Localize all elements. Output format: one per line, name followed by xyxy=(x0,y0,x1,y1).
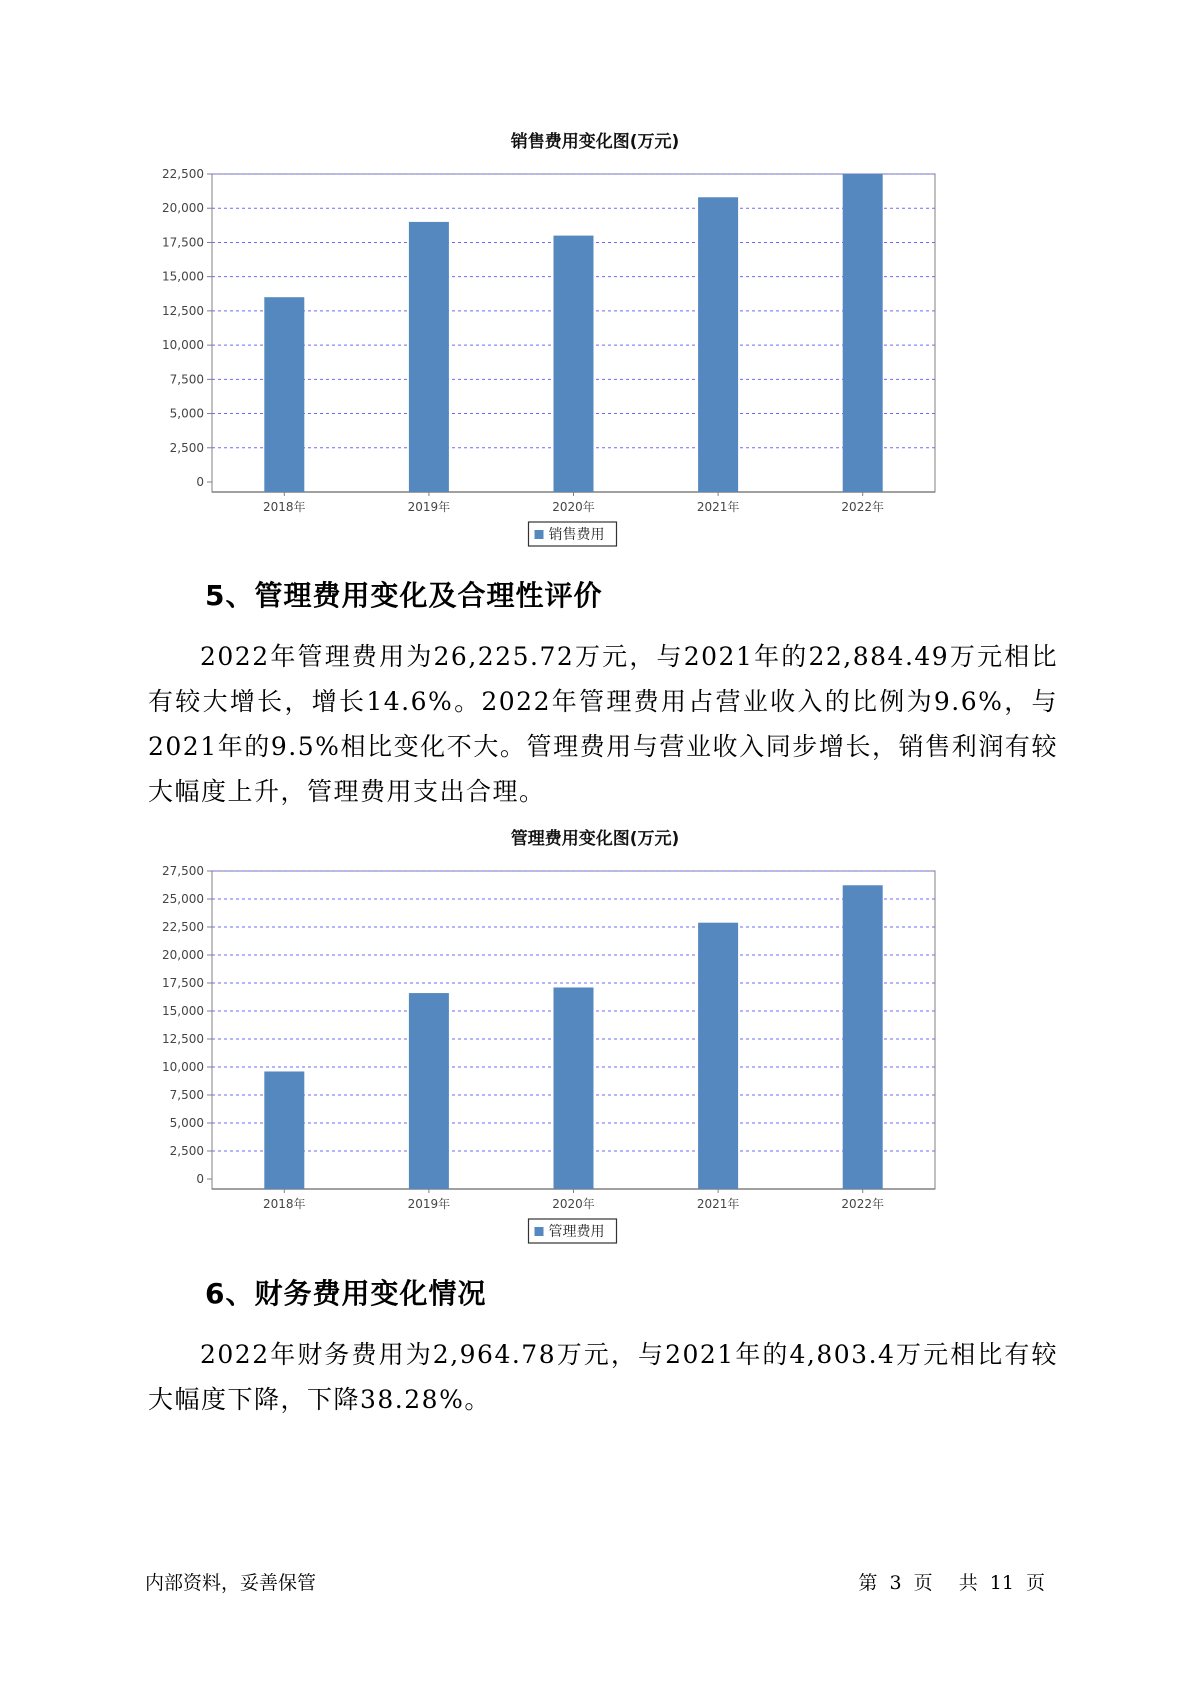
y-tick-label: 15,000 xyxy=(162,269,204,284)
x-tick-label: 2021年 xyxy=(696,1197,740,1211)
footer-confidential: 内部资料，妥善保管 xyxy=(145,1572,317,1594)
section5-paragraph: 2022年管理费用为26,225.72万元，与2021年的22,884.49万元相比有较大增长，增长14.6%。2022年管理费用占营业收入的比例为9.6%，与2021年的9.5%相比变化不大。管理费用与营业收入同步增长，销售利润有较大幅度上升，管理费用支出合理。 xyxy=(148,642,1058,806)
x-tick-label: 2020年 xyxy=(552,1197,595,1211)
legend-swatch xyxy=(535,530,544,539)
x-tick-label: 2020年 xyxy=(552,500,595,514)
bar xyxy=(409,993,449,1189)
page-num: 3 xyxy=(889,1572,902,1594)
page-label: 第 xyxy=(858,1572,878,1594)
y-tick-label: 5,000 xyxy=(169,1116,204,1130)
bar xyxy=(698,197,738,492)
x-tick-label: 2019年 xyxy=(407,500,451,514)
total-num: 11 xyxy=(989,1572,1014,1594)
total-unit: 页 xyxy=(1025,1572,1045,1594)
x-tick-label: 2022年 xyxy=(841,500,884,514)
section5-heading: 5、管理费用变化及合理性评价 xyxy=(205,579,603,612)
bar xyxy=(843,885,883,1189)
y-tick-label: 20,000 xyxy=(162,201,204,216)
bar xyxy=(554,987,594,1189)
y-tick-label: 2,500 xyxy=(169,1144,204,1158)
section6-paragraph: 2022年财务费用为2,964.78万元，与2021年的4,803.4万元相比有较大幅度下降，下降38.28%。 xyxy=(148,1340,1058,1414)
legend-label: 销售费用 xyxy=(548,527,605,543)
admin-expense-chart xyxy=(150,827,1040,1246)
y-tick-label: 27,500 xyxy=(162,864,204,878)
section6-heading: 6、财务费用变化情况 xyxy=(205,1277,487,1310)
bar xyxy=(264,1071,304,1189)
legend xyxy=(529,522,617,546)
x-tick-label: 2022年 xyxy=(841,1197,884,1211)
chart-title: 管理费用变化图(万元) xyxy=(510,829,680,849)
y-tick-label: 2,500 xyxy=(169,440,204,455)
y-tick-label: 5,000 xyxy=(169,406,204,421)
page-unit: 页 xyxy=(913,1572,933,1594)
y-tick-label: 17,500 xyxy=(162,235,204,250)
y-tick-label: 0 xyxy=(196,475,204,489)
x-tick-label: 2018年 xyxy=(263,500,306,514)
y-tick-label: 7,500 xyxy=(169,1088,204,1102)
y-tick-label: 22,500 xyxy=(162,167,204,181)
y-tick-label: 25,000 xyxy=(162,892,204,906)
bar xyxy=(698,923,738,1189)
y-tick-label: 10,000 xyxy=(162,338,204,353)
bar xyxy=(843,174,883,492)
legend xyxy=(529,1219,617,1243)
x-tick-label: 2018年 xyxy=(263,1197,306,1211)
y-tick-label: 15,000 xyxy=(162,1004,204,1018)
legend-label: 管理费用 xyxy=(548,1224,605,1240)
page-number xyxy=(858,1568,1051,1595)
y-tick-label: 7,500 xyxy=(169,372,204,387)
y-tick-label: 20,000 xyxy=(162,948,204,962)
x-tick-label: 2019年 xyxy=(407,1197,451,1211)
bar xyxy=(554,236,594,492)
y-tick-label: 0 xyxy=(196,1172,204,1186)
y-tick-label: 22,500 xyxy=(162,920,204,934)
x-tick-label: 2021年 xyxy=(696,500,740,514)
bar xyxy=(409,222,449,492)
total-label: 共 xyxy=(958,1572,978,1594)
y-tick-label: 12,500 xyxy=(162,303,204,318)
legend-swatch xyxy=(535,1227,544,1236)
chart-title: 销售费用变化图(万元) xyxy=(510,132,680,152)
y-tick-label: 12,500 xyxy=(162,1032,204,1046)
y-tick-label: 10,000 xyxy=(162,1060,204,1074)
admin-expense-chart-svg xyxy=(150,851,1040,1246)
bar xyxy=(264,297,304,492)
y-tick-label: 17,500 xyxy=(162,976,204,990)
sales-expense-chart-svg xyxy=(150,154,1040,549)
sales-expense-chart xyxy=(150,130,1040,549)
